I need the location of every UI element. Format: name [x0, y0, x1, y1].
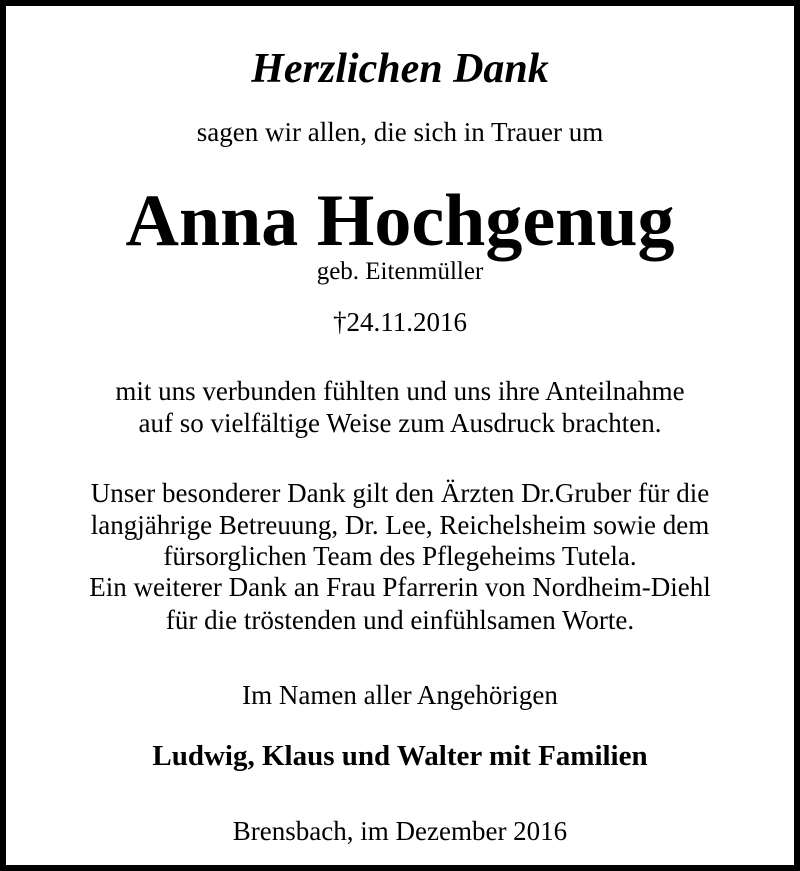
signatories: Ludwig, Klaus und Walter mit Familien	[152, 740, 648, 772]
death-date: †24.11.2016	[333, 307, 467, 337]
paragraph2-line: Ein weiterer Dank an Frau Pfarrerin von Nordheim-Diehl	[89, 572, 711, 602]
paragraph2-line: für die tröstenden und einfühlsamen Worte.	[165, 605, 635, 635]
intro-text: sagen wir allen, die sich in Trauer um	[196, 117, 604, 147]
paragraph1-line: mit uns verbunden fühlten und uns ihre Anteilnahme	[115, 376, 685, 406]
paragraph2-line: fürsorglichen Team des Pflegeheims Tutela.	[163, 541, 637, 571]
maiden-name: geb. Eitenmüller	[316, 258, 484, 285]
heading: Herzlichen Dank	[251, 46, 549, 92]
on-behalf-text: Im Namen aller Angehörigen	[242, 680, 558, 710]
paragraph2-line: langjährige Betreuung, Dr. Lee, Reichelsheim sowie dem	[90, 510, 710, 540]
paragraph2-line: Unser besonderer Dank gilt den Ärzten Dr.Gruber für die	[90, 478, 710, 508]
deceased-name: Anna Hochgenug	[125, 180, 675, 262]
place-date: Brensbach, im Dezember 2016	[232, 816, 568, 846]
paragraph1-line: auf so vielfältige Weise zum Ausdruck brachten.	[138, 408, 662, 438]
